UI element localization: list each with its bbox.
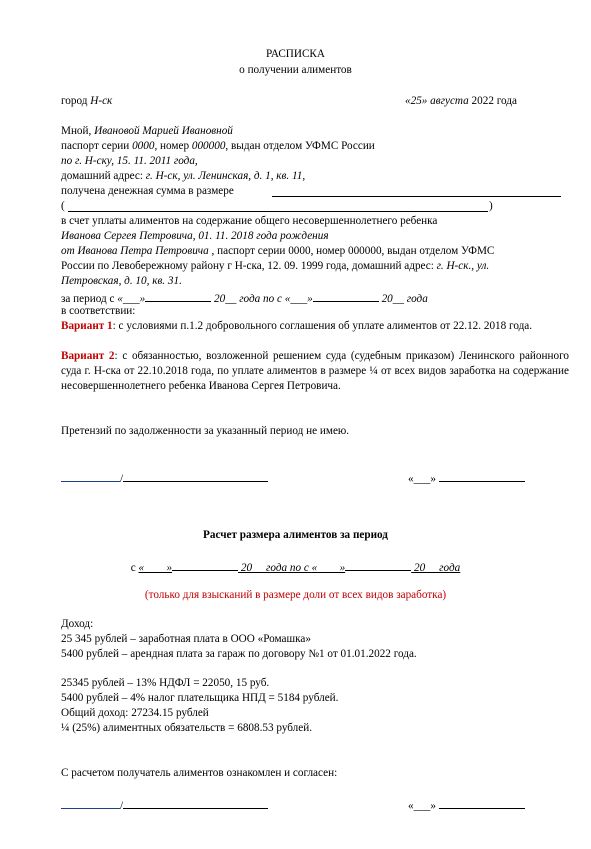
calc-title: Расчет размера алиментов за период bbox=[203, 529, 388, 541]
passport-number-label: , номер bbox=[154, 140, 192, 152]
document-subtitle: о получении алиментов bbox=[239, 64, 352, 76]
address-line bbox=[61, 169, 305, 184]
address-label: домашний адрес: bbox=[61, 170, 146, 182]
period-mid: 20__ года по с bbox=[211, 293, 285, 305]
signature-slash-2: / bbox=[120, 800, 124, 812]
date-day: «25» bbox=[405, 95, 428, 107]
passport-issuer: , выдан отделом УФМС России bbox=[225, 140, 375, 152]
signature-date-2 bbox=[408, 796, 525, 814]
signature-name-blank-2 bbox=[123, 796, 268, 809]
sum-words-blank bbox=[68, 211, 488, 212]
calc-day-2: «____» bbox=[311, 562, 346, 574]
recipient-line bbox=[61, 124, 233, 139]
passport-issued: по г. Н-ску, 15. 11. 2011 года, bbox=[61, 155, 198, 167]
child-line: Иванова Сергея Петровича, 01. 11. 2018 года рождения bbox=[61, 230, 329, 242]
signature-row-1 bbox=[61, 469, 268, 487]
signature-date-blank-2 bbox=[439, 796, 525, 809]
no-claims: Претензий по задолженности за указанный период не имею. bbox=[61, 425, 350, 437]
sum-label: получена денежная сумма в размере bbox=[61, 185, 234, 197]
variant-1 bbox=[61, 319, 569, 334]
document-title: РАСПИСКА bbox=[266, 48, 325, 60]
calc-period bbox=[0, 558, 591, 576]
date-year: 2022 года bbox=[471, 95, 517, 107]
address-value: г. Н-ск, ул. Ленинская, д. 1, кв. 11, bbox=[145, 170, 306, 182]
calc-line-3: Общий доход: 27234.15 рублей bbox=[61, 707, 209, 719]
period-day-1: «___» bbox=[117, 293, 146, 305]
income-item-1: 25 345 рублей – заработная плата в ООО «Ромашка» bbox=[61, 633, 311, 645]
period-month-blank-2 bbox=[313, 289, 379, 302]
sum-line bbox=[61, 184, 234, 199]
sum-blank bbox=[272, 196, 561, 197]
date-month: августа bbox=[427, 95, 472, 107]
calc-month-blank-2 bbox=[345, 558, 411, 571]
signature-row-2 bbox=[61, 796, 268, 814]
recipient-prefix: Мной, bbox=[61, 125, 95, 137]
payer-line bbox=[61, 244, 494, 259]
calc-line-2: 5400 рублей – 4% налог плательщика НПД = 5184 рублей. bbox=[61, 692, 339, 704]
signature-day-2: «___» bbox=[408, 800, 436, 812]
income-title: Доход: bbox=[61, 618, 94, 630]
payer-name: от Иванова Петра Петровича bbox=[61, 245, 209, 257]
passport-series: 0000 bbox=[132, 140, 155, 152]
calc-month-blank-1 bbox=[172, 558, 238, 571]
calc-day-1: «____» bbox=[138, 562, 173, 574]
passport-label: паспорт серии bbox=[61, 140, 133, 152]
passport-line bbox=[61, 139, 375, 154]
variant-2-label: Вариант 2 bbox=[61, 350, 115, 362]
purpose-line: в счет уплаты алиментов на содержание общего несовершеннолетнего ребенка bbox=[61, 215, 438, 227]
calc-line-1: 25345 рублей – 13% НДФЛ = 22050, 15 руб. bbox=[61, 677, 270, 689]
payer-passport: , паспорт серии 0000, номер 000000, выдан отделом УФМС bbox=[208, 245, 495, 257]
payer-address-a: г. Н-ск., ул. bbox=[436, 260, 490, 272]
period-day-2: «___» bbox=[284, 293, 313, 305]
signature-name-blank-1 bbox=[123, 469, 268, 482]
city-name: Н-ск bbox=[90, 95, 113, 107]
variant-1-text: : с условиями п.1.2 добровольного соглашения об уплате алиментов от 22.12. 2018 года. bbox=[112, 320, 533, 332]
sum-words-open: ( bbox=[61, 200, 65, 212]
payer-issuer: России по Левобережному району г Н-ска, 12. 09. 1999 года, домашний адрес: bbox=[61, 260, 437, 272]
calc-period-end: 20__ года bbox=[411, 562, 461, 574]
calc-period-prefix: с bbox=[130, 562, 139, 574]
signature-date-blank-1 bbox=[439, 469, 525, 482]
city-prefix: город bbox=[61, 95, 91, 107]
date-line bbox=[405, 94, 517, 109]
signature-day-1: «___» bbox=[408, 473, 436, 485]
accordance-line: в соответствии: bbox=[61, 305, 136, 317]
period-prefix: за период с bbox=[61, 293, 118, 305]
period-month-blank-1 bbox=[145, 289, 211, 302]
calc-mid: 20__ года по с bbox=[238, 562, 312, 574]
agree-line: С расчетом получатель алиментов ознакомлен и согласен: bbox=[61, 767, 338, 779]
passport-number: 000000 bbox=[191, 140, 226, 152]
period-end: 20__ года bbox=[378, 293, 428, 305]
city-line bbox=[61, 94, 112, 109]
payer-line-2 bbox=[61, 259, 489, 274]
signature-blank-2 bbox=[61, 796, 120, 809]
recipient-name: Ивановой Марией Ивановной bbox=[94, 125, 233, 137]
signature-slash-1: / bbox=[120, 473, 124, 485]
signature-date-1 bbox=[408, 469, 525, 487]
variant-2 bbox=[61, 349, 569, 394]
sum-words-close: ) bbox=[489, 200, 493, 212]
calc-note: (только для взысканий в размере доли от всех видов заработка) bbox=[144, 589, 447, 601]
variant-1-label: Вариант 1 bbox=[61, 320, 113, 332]
payer-line-3: Петровская, д. 10, кв. 31. bbox=[61, 275, 182, 287]
calc-line-4: ¼ (25%) алиментных обязательств = 6808.53 рублей. bbox=[61, 722, 313, 734]
signature-blank-1 bbox=[61, 469, 120, 482]
income-item-2: 5400 рублей – арендная плата за гараж по договору №1 от 01.01.2022 года. bbox=[61, 648, 417, 660]
variant-2-text: : с обязанностью, возложенной решением суда (судебным приказом) Ленинского районного суда г. Н-ска от 22.10.2018 года, по уплате алиментов в размере ¼ от всех видов заработка на содержание несовершеннолетнего ребенка Иванова Сергея Петровича. bbox=[61, 350, 569, 392]
